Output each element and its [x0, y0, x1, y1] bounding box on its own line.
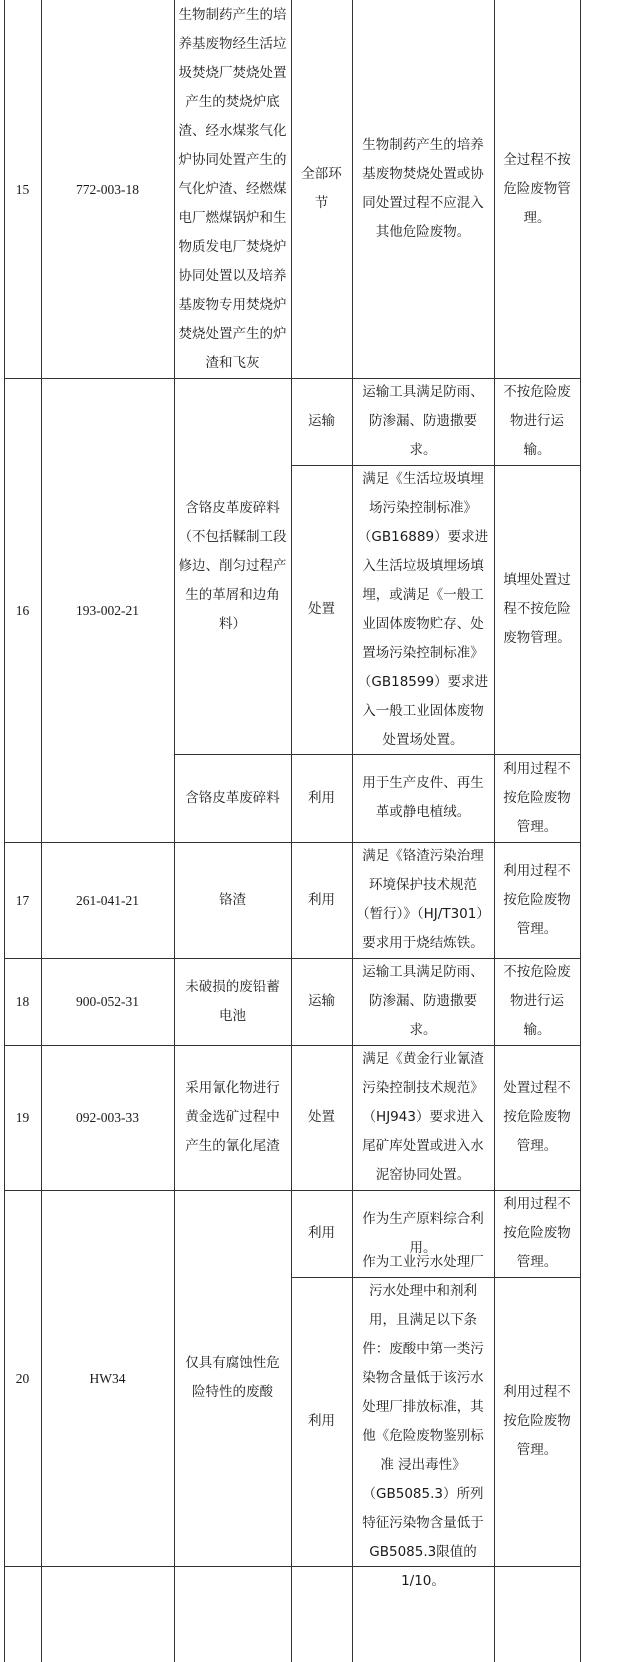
- grid-vline: [352, 0, 353, 1662]
- row-20-neutralizer-stage: 利用: [308, 1413, 335, 1429]
- row-16-transport-exemption: 不按危险废物进行运输。: [503, 384, 571, 458]
- grid-hline: [174, 754, 581, 755]
- row-19-waste: 采用氰化物进行黄金选矿过程中产生的氰化尾渣: [185, 1080, 280, 1154]
- grid-vline: [291, 0, 292, 1662]
- grid-hline: [4, 378, 581, 379]
- row-17-number: 17: [15, 892, 30, 908]
- row-15-stage: 全部环节: [301, 166, 342, 211]
- grid-vline: [580, 0, 581, 1662]
- row-19-stage: 处置: [308, 1109, 335, 1125]
- row-15-waste: 生物制药产生的培养基废物经生活垃圾焚烧厂焚烧处置产生的焚烧炉底渣、经水煤浆气化炉协同处置产生的气化炉渣、经燃煤电厂燃煤锅炉和生物质发电厂焚烧炉协同处置以及培养基废物专用焚烧炉焚烧处置产生的炉渣和飞灰: [178, 6, 287, 371]
- row-15-condition: 生物制药产生的培养基废物焚烧处置或协同处置过程不应混入其他危险废物。: [362, 137, 484, 240]
- row-18-stage: 运输: [308, 993, 335, 1009]
- grid-vline: [4, 0, 5, 1662]
- grid-vline: [494, 0, 495, 1662]
- row-17-code: 261-041-21: [76, 892, 139, 908]
- row-16-disposal-exemption: 填埋处置过程不按危险废物管理。: [503, 572, 571, 646]
- row-20-number: 20: [15, 1370, 30, 1386]
- row-18-exemption: 不按危险废物进行运输。: [503, 964, 571, 1038]
- row-15-exemption: 全过程不按危险废物管理。: [503, 151, 571, 226]
- grid-hline: [4, 1190, 581, 1191]
- row-20-neutralizer-condition: 作为工业污水处理厂污水处理中和剂利用，且满足以下条件：废酸中第一类污染物含量低于该污水处理厂排放标准，其他《危险废物鉴别标准 浸出毒性》（GB5085.3）所列特征污染物含量低于GB5085.3限值的1/10。: [362, 1253, 484, 1589]
- grid-vline: [174, 0, 175, 1662]
- grid-hline: [291, 1277, 581, 1278]
- row-18-number: 18: [15, 994, 30, 1009]
- row-19-exemption: 处置过程不按危险废物管理。: [503, 1080, 571, 1154]
- row-16-transport-condition: 运输工具满足防雨、防渗漏、防遗撒要求。: [362, 384, 484, 458]
- row-20-raw-condition: 作为生产原料综合利用。: [362, 1210, 484, 1256]
- row-18-condition: 运输工具满足防雨、防渗漏、防遗撒要求。: [362, 964, 484, 1038]
- row-16b-condition: 用于生产皮件、再生革或静电植绒。: [362, 775, 484, 820]
- grid-vline: [41, 0, 42, 1662]
- row-20-waste: 仅具有腐蚀性危险特性的废酸: [185, 1355, 280, 1400]
- row-16-code: 193-002-21: [76, 602, 139, 618]
- row-18-waste: 未破损的废铅蓄电池: [185, 978, 280, 1024]
- row-20-raw-exemption: 利用过程不按危险废物管理。: [503, 1196, 571, 1270]
- grid-hline: [4, 842, 581, 843]
- row-20-raw-stage: 利用: [308, 1225, 335, 1241]
- row-18-code: 900-052-31: [76, 994, 139, 1009]
- row-16-waste: 含铬皮革废碎料（不包括鞣制工段修边、削匀过程产生的革屑和边角料）: [178, 499, 287, 632]
- row-16-disposal-stage: 处置: [308, 601, 335, 617]
- row-15-code: 772-003-18: [76, 181, 139, 197]
- row-16b-stage: 利用: [308, 789, 335, 806]
- row-19-condition: 满足《黄金行业氰渣污染控制技术规范》（HJ943）要求进入尾矿库处置或进入水泥窑协同处置。: [362, 1051, 484, 1183]
- row-20-code: HW34: [89, 1370, 126, 1386]
- row-17-waste: 铬渣: [219, 891, 246, 908]
- row-20-neutralizer-exemption: 利用过程不按危险废物管理。: [503, 1384, 571, 1458]
- row-16b-waste: 含铬皮革废碎料: [185, 789, 280, 806]
- row-16b-exemption: 利用过程不按危险废物管理。: [503, 760, 571, 835]
- row-15-number: 15: [15, 181, 30, 197]
- row-19-code: 092-003-33: [76, 1110, 139, 1125]
- grid-hline: [4, 1566, 581, 1567]
- grid-hline: [291, 465, 581, 466]
- row-19-number: 19: [15, 1110, 30, 1125]
- row-17-stage: 利用: [308, 891, 335, 908]
- row-16-transport-stage: 运输: [308, 413, 335, 429]
- row-16-disposal-condition: 满足《生活垃圾填埋场污染控制标准》（GB16889）要求进入生活垃圾填埋场填埋，或满足《一般工业固体废物贮存、处置场污染控制标准》（GB18599）要求进入一般工业固体废物处置场处置。: [357, 470, 489, 748]
- row-17-condition: 满足《铬渣污染治理环境保护技术规范（暂行）》（HJ/T301）要求用于烧结炼铁。: [356, 848, 490, 951]
- row-16-number: 16: [15, 602, 30, 618]
- grid-hline: [4, 958, 581, 959]
- grid-hline: [4, 1045, 581, 1046]
- row-17-exemption: 利用过程不按危险废物管理。: [503, 862, 571, 937]
